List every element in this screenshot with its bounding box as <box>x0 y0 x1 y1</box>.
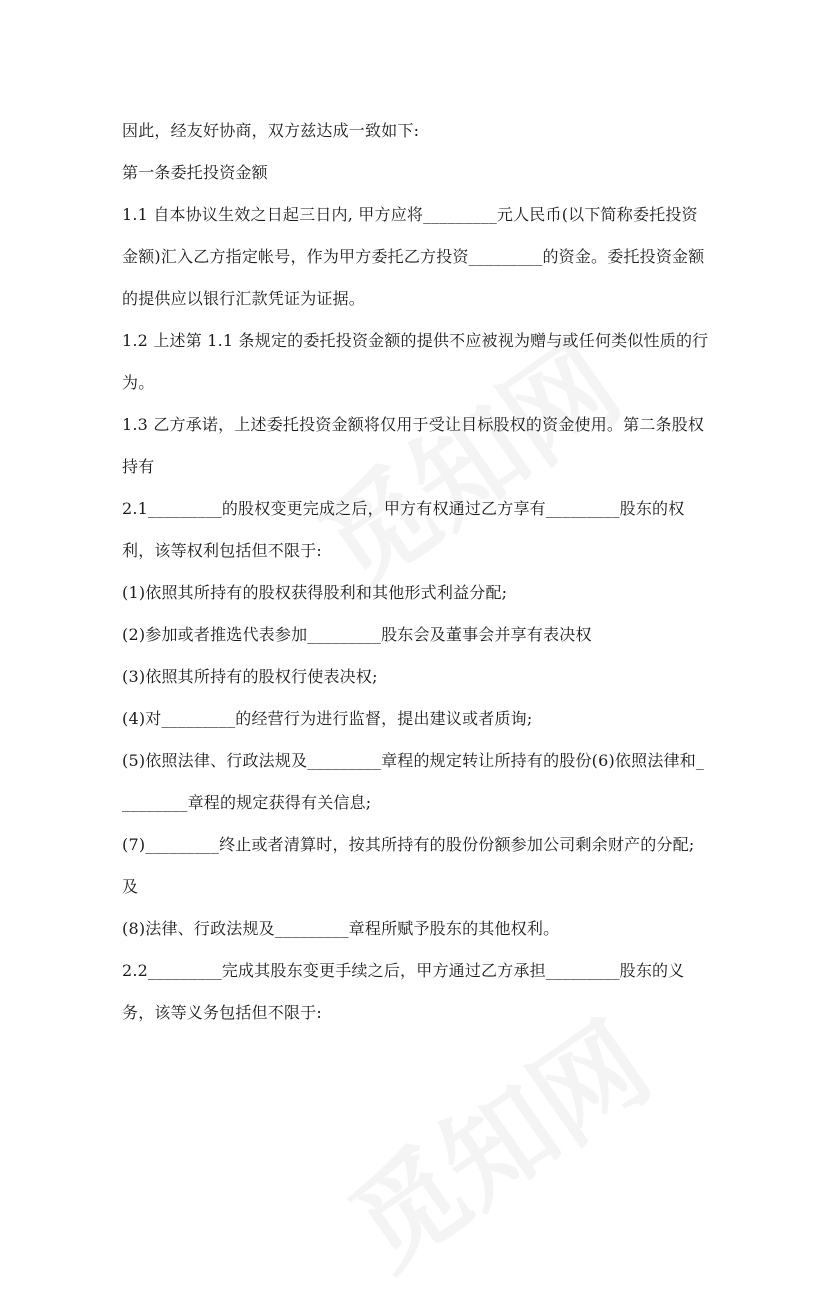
list-item-4: (4)对_________的经营行为进行监督，提出建议或者质询; <box>122 709 533 728</box>
list-item-2: (2)参加或者推选代表参加_________股东会及董事会并享有表决权 <box>122 625 592 644</box>
heading-article-1: 第一条委托投资金额 <box>122 163 268 182</box>
paragraph-intro: 因此，经友好协商，双方兹达成一致如下: <box>122 121 420 140</box>
list-item-1: (1)依照其所持有的股权获得股利和其他形式利益分配; <box>122 583 508 602</box>
list-item-3: (3)依照其所持有的股权行使表决权; <box>122 667 378 686</box>
document-body <box>122 110 710 1034</box>
list-item-5-6: (5)依照法律、行政法规及_________章程的规定转让所持有的股份(6)依照法律和_________章程的规定获得有关信息; <box>122 751 705 812</box>
list-item-7: (7)_________终止或者清算时，按其所持有的股份份额参加公司剩余财产的分配;及 <box>122 835 695 896</box>
clause-1-2: 1.2 上述第 1.1 条规定的委托投资金额的提供不应被视为赠与或任何类似性质的行为。 <box>122 331 709 392</box>
clause-2-1: 2.1_________的股权变更完成之后，甲方有权通过乙方享有_________股东的权利，该等权利包括但不限于: <box>122 499 685 560</box>
clause-1-1: 1.1 自本协议生效之日起三日内, 甲方应将_________元人民币(以下简称委托投资金额)汇入乙方指定帐号，作为甲方委托乙方投资_________的资金。委托投资金额的提供应以银行汇款凭证为证据。 <box>122 205 705 308</box>
clause-2-2: 2.2_________完成其股东变更手续之后，甲方通过乙方承担_________股东的义务，该等义务包括但不限于: <box>122 961 685 1022</box>
clause-1-3: 1.3 乙方承诺，上述委托投资金额将仅用于受让目标股权的资金使用。第二条股权持有 <box>122 415 705 476</box>
list-item-8: (8)法律、行政法规及_________章程所赋予股东的其他权利。 <box>122 919 560 938</box>
